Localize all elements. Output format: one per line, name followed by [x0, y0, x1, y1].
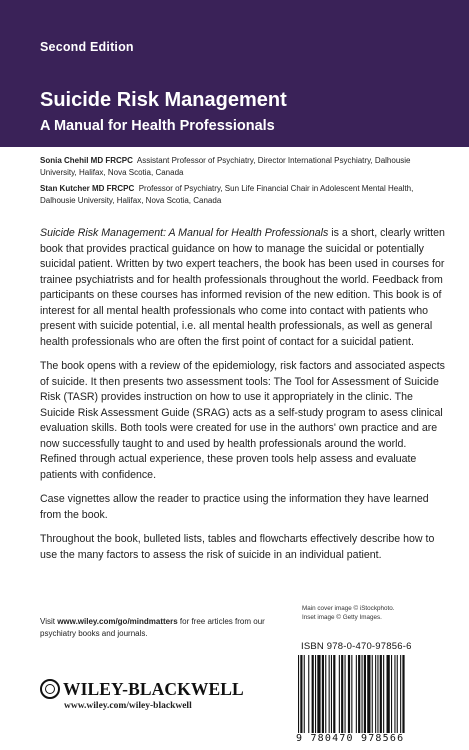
barcode-bar	[333, 655, 335, 733]
book-subtitle: A Manual for Health Professionals	[40, 118, 275, 134]
barcode-bar	[391, 655, 392, 733]
barcode-bar	[298, 655, 299, 733]
author-bio: Professor of Psychiatry, Sun Life Financial Chair in Adolescent Mental Health, Dalhousie University, Halifax, Nova Scotia, Canada	[40, 184, 414, 205]
barcode-bar	[341, 655, 343, 733]
barcode-bar	[304, 655, 305, 733]
barcode-bar	[362, 655, 363, 733]
author-name: Sonia Chehil MD FRCPC	[40, 156, 133, 165]
barcode-bar	[312, 655, 314, 733]
barcode-bar	[358, 655, 360, 733]
author-entry	[40, 183, 440, 207]
barcode-bar	[315, 655, 316, 733]
edition-label: Second Edition	[40, 40, 134, 54]
barcode-bar	[383, 655, 384, 733]
wiley-logo-icon	[40, 679, 60, 699]
barcode-bar	[348, 655, 350, 733]
author-name: Stan Kutcher MD FRCPC	[40, 184, 135, 193]
cover-header	[0, 0, 469, 147]
description-paragraph: Throughout the book, bulleted lists, tables and flowcharts effectively describe how to use the many factors to assess the risk of suicide in an individual patient.	[40, 533, 435, 561]
barcode-bar	[364, 655, 366, 733]
barcode-bar	[331, 655, 332, 733]
barcode-bar	[325, 655, 326, 733]
barcode-bar	[387, 655, 390, 733]
barcode-bar	[322, 655, 324, 733]
image-credits	[302, 604, 452, 622]
book-description	[40, 226, 445, 572]
barcode-bar	[367, 655, 370, 733]
barcode-bar	[356, 655, 357, 733]
author-entry	[40, 155, 440, 179]
description-text: is a short, clearly written book that provides practical guidance on how to manage the suicidal or potentially suicidal patient. Written by two expert teachers, the book has been used in courses for trainee psychiatrists and for health professionals throughout the world. Feedback from participants on these courses has informed revision of the new edition. This book is of interest for all mental health professionals who come into contact with patients who present with suicide potential, i.e. all mental health professionals, as well as general health professionals who are often the first point of contact for a suicidal patient.	[40, 227, 445, 348]
author-list	[40, 155, 440, 211]
barcode-bar	[402, 655, 404, 733]
author-bio: Assistant Professor of Psychiatry, Director International Psychiatry, Dalhousie University, Halifax, Nova Scotia, Canada	[40, 156, 411, 177]
publisher-url[interactable]: www.wiley.com/wiley-blackwell	[64, 701, 192, 711]
barcode-bar	[377, 655, 378, 733]
barcode	[296, 655, 452, 733]
barcode-bar	[308, 655, 309, 733]
visit-note	[40, 616, 280, 640]
isbn-label: ISBN 978-0-470-97856-6	[301, 641, 412, 652]
barcode-bar	[300, 655, 302, 733]
barcode-bar	[380, 655, 382, 733]
visit-suffix: for free articles from our psychiatry books and journals.	[40, 617, 265, 638]
description-paragraph	[40, 226, 445, 350]
barcode-bar	[339, 655, 340, 733]
description-paragraph: The book opens with a review of the epidemiology, risk factors and associated aspects of suicide. It then presents two assessment tools: The Tool for Assessment of Suicide Risk (TASR) provides instruction on how to use it appropriately in the clinic. The Suicide Risk Assessment Guide (SRAG) acts as a self-study program to asess clinical evaluation skills. Both tools were created for use in the authors' own practice and are now successfully taught to and used by health professionals around the world. Refined through actual experience, these proven tools help assess and evaluate patients with confidence.	[40, 360, 445, 481]
barcode-bar	[400, 655, 401, 733]
barcode-bar	[394, 655, 395, 733]
barcode-bar	[372, 655, 373, 733]
visit-prefix: Visit	[40, 617, 58, 626]
barcode-bar	[397, 655, 398, 733]
visit-link[interactable]: www.wiley.com/go/mindmatters	[57, 617, 178, 626]
italic-book-title: Suicide Risk Management: A Manual for Health Professionals	[40, 227, 329, 239]
barcode-bar	[317, 655, 320, 733]
barcode-bar	[375, 655, 376, 733]
publisher-name: WILEY-BLACKWELL	[63, 678, 244, 699]
description-paragraph: Case vignettes allow the reader to practice using the information they have learned from the book.	[40, 493, 429, 521]
barcode-bar	[345, 655, 346, 733]
barcode-bar	[329, 655, 330, 733]
barcode-bar	[351, 655, 352, 733]
publisher-logo	[40, 676, 244, 702]
barcode-digits: 9 780470 978566	[296, 733, 405, 744]
book-title: Suicide Risk Management	[40, 89, 287, 111]
credit-line: Inset image © Getty Images.	[302, 614, 382, 621]
credit-line: Main cover image © iStockphoto.	[302, 605, 395, 612]
